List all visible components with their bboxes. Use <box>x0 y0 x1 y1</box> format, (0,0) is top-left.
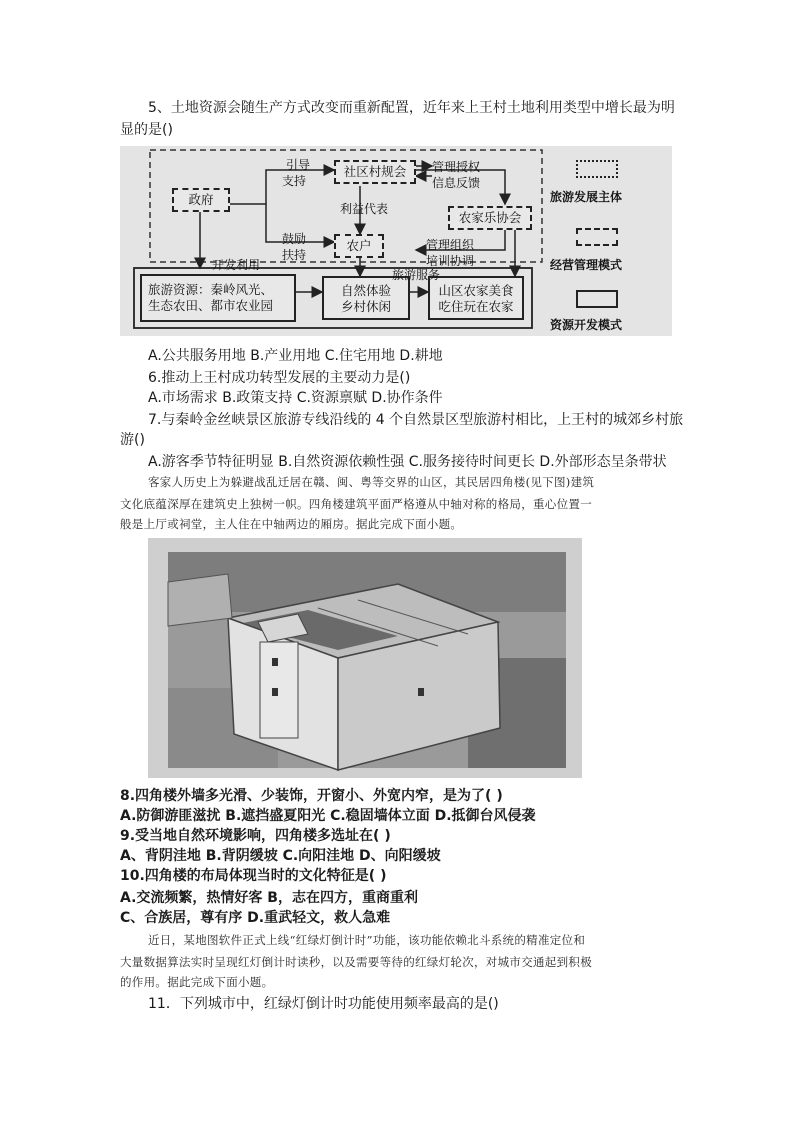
org-label-1: 管理组织 <box>426 238 475 252</box>
mgmt-label-2: 信息反馈 <box>432 176 481 190</box>
guide-label-1: 引导 <box>286 158 311 172</box>
q10-option1: A.交流频繁，热情好客 B，志在四方，重商重利 <box>120 890 418 906</box>
q5-options: A.公共服务用地 B.产业用地 C.住宅用地 D.耕地 <box>148 348 443 364</box>
encourage-label-2: 扶持 <box>282 248 307 262</box>
community-box: 社区村规会 <box>334 160 416 184</box>
traffic-line2: 大量数据算法实时呈现红灯倒计时读秒，以及需要等待的红绿灯轮次，对城市交通起到积极 <box>120 955 592 969</box>
nature-box <box>322 276 410 320</box>
hakka-line1: 客家人历史上为躲避战乱迁居在赣、闽、粤等交界的山区，其民居四角楼(见下图)建筑 <box>148 475 595 489</box>
nature-line1: 自然体验 <box>340 283 391 298</box>
farmer-box: 农户 <box>334 234 384 258</box>
q7-line2: 游() <box>120 432 145 448</box>
q7-options: A.游客季节特征明显 B.自然资源依赖性强 C.服务接待时间更长 D.外部形态呈条带状 <box>148 454 667 470</box>
mountain-box <box>428 276 524 320</box>
mountain-line2: 吃住玩在农家 <box>438 299 514 314</box>
q9-text: 9.受当地自然环境影响，四角楼多选址在( ) <box>120 828 391 844</box>
legend-swatch-subject <box>576 160 618 178</box>
legend-label-resource: 资源开发模式 <box>550 318 623 332</box>
q8-text: 8.四角楼外墙多光滑、少装饰，开窗小、外宽内窄，是为了( ) <box>120 788 503 804</box>
q6-text: 6.推动上王村成功转型发展的主要动力是() <box>148 370 411 386</box>
guide-label-2: 支持 <box>282 174 307 188</box>
traffic-line3: 的作用。据此完成下面小题。 <box>120 975 274 989</box>
sijiaolou-photo <box>148 538 582 778</box>
tourism-diagram <box>120 146 672 336</box>
resources-line1: 旅游资源：秦岭风光、 <box>148 282 274 297</box>
q10-option2: C、合族居，尊有序 D.重武轻文，救人急难 <box>120 910 391 926</box>
service-label: 旅游服务 <box>392 268 441 282</box>
encourage-label-1: 鼓励 <box>282 232 307 246</box>
sijiaolou-photo-drawing <box>148 538 582 778</box>
legend-swatch-resource <box>576 290 618 308</box>
legend-label-management: 经营管理模式 <box>550 258 623 272</box>
resources-box <box>140 274 296 322</box>
hakka-line3: 般是上厅或祠堂，主人住在中轴两边的厢房。据此完成下面小题。 <box>120 517 463 531</box>
q9-options: A、背阴洼地 B.背阴缓坡 C.向阳洼地 D、向阳缓坡 <box>120 848 441 864</box>
q11-text: 11．下列城市中，红绿灯倒计时功能使用频率最高的是() <box>148 996 499 1012</box>
q5-line1: 5、土地资源会随生产方式改变而重新配置，近年来上王村土地利用类型中增长最为明 <box>148 100 675 116</box>
q10-text: 10.四角楼的布局体现当时的文化特征是( ) <box>120 868 387 884</box>
q7-line1: 7.与秦岭金丝峡景区旅游专线沿线的 4 个自然景区型旅游村相比，上王村的城郊乡村旅 <box>148 412 684 428</box>
legend-swatch-management <box>576 228 618 246</box>
farm-assoc-box: 农家乐协会 <box>448 206 532 230</box>
q5-line2: 显的是() <box>120 122 173 138</box>
org-label-2: 培训协调 <box>426 254 475 268</box>
q6-options: A.市场需求 B.政策支持 C.资源禀赋 D.协作条件 <box>148 390 443 406</box>
legend-label-subject: 旅游发展主体 <box>550 190 623 204</box>
nature-line2: 乡村休闲 <box>340 299 391 314</box>
resources-line2: 生态农田、都市农业园 <box>148 298 274 313</box>
hakka-line2: 文化底蕴深厚在建筑史上独树一帜。四角楼建筑平面严格遵从中轴对称的格局，重心位置一 <box>120 497 592 511</box>
gov-box: 政府 <box>172 188 230 212</box>
interest-label: 利益代表 <box>340 202 389 216</box>
mountain-line1: 山区农家美食 <box>438 283 514 298</box>
q8-options: A.防御游匪滋扰 B.遮挡盛夏阳光 C.稳固墙体立面 D.抵御台风侵袭 <box>120 808 536 824</box>
develop-label: 开发利用 <box>212 258 261 272</box>
mgmt-label-1: 管理授权 <box>432 160 481 174</box>
traffic-line1: 近日，某地图软件正式上线“红绿灯倒计时”功能，该功能依赖北斗系统的精准定位和 <box>148 933 586 947</box>
